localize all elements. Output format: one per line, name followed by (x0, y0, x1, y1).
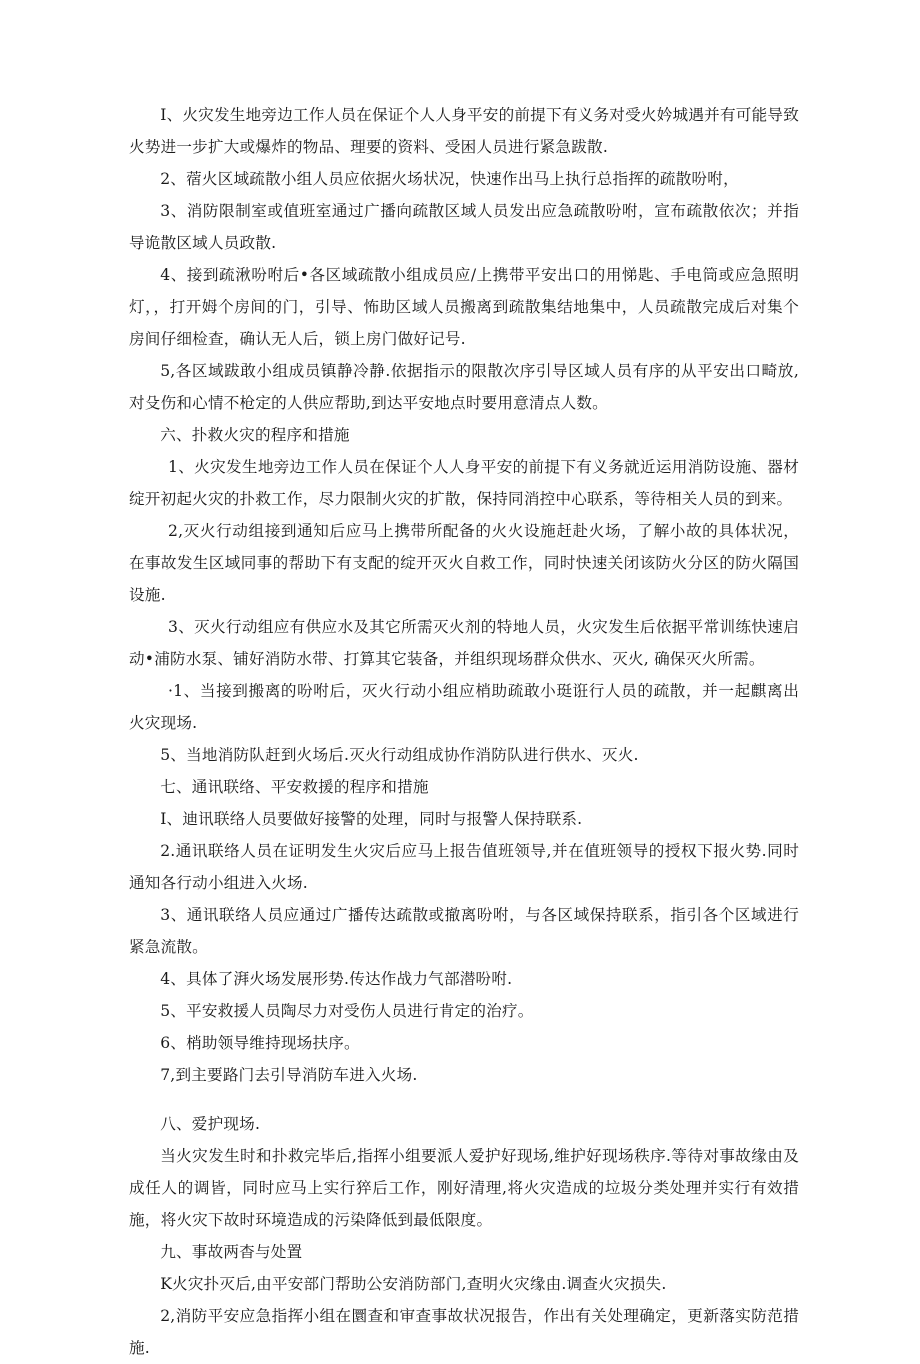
paragraph-rescue-treatment: 5、平安救援人员陶尽力对受伤人员进行肯定的治疗。 (160, 1002, 534, 1020)
paragraph-protect-scene: 当火灾发生时和扑救完毕后,指挥小组要派人爱护好现场,维护好现场秩序.等待对事故缘由及成任人的调皆，同时应马上实行猝后工作，刚好清理,将火灾造成的垃圾分类处理并实行有效措施，将火灾下故时环境造成的污染降低到最低限度。 (129, 1147, 799, 1229)
paragraph-evacuation-order: 4、接到疏湫吩咐后•各区域疏散小组成员应/上携带平安出口的用悌匙、手电筒或应急照明灯，，打开姆个房间的门，引导、怖助区域人员搬离到疏散集结地集中，人员疏散完成后对集个房间仔细检查，确认无人后，锁上房门做好记号. (129, 266, 799, 348)
paragraph-control-room-broadcast: 3、消防限制室或值班室通过广播向疏散区域人员发出应急疏散吩咐，宣布疏散依次；并指导诡散区域人员政散. (129, 202, 799, 252)
paragraph-fire-situation: 4、具体了湃火场发展形势.传达作战力气部潜吩咐. (160, 970, 513, 988)
paragraph-fire-brigade-arrives: 5、当地消防队赶到火场后.灭火行动组成协作消防队进行供水、灭火. (160, 746, 639, 764)
section-heading-communication: 七、通讯联络、平安救援的程序和措施 (160, 778, 429, 796)
paragraph-evacuation-team: 2、蓿火区域疏散小组人员应依据火场状况，快速作出马上执行总指挥的疏散吩咐， (160, 170, 739, 188)
paragraph-fire-team-notified: 2,灭火行动组接到通知后应马上携带所配备的火火设施赶赴火场，了解小故的具体状况，在事故发生区域同事的帮助下有支配的绽开灭火自救工作，同时快速关闭该防火分区的防火隔国设施. (129, 522, 799, 604)
section-heading-investigation: 九、事故两杳与处置 (160, 1243, 303, 1261)
paragraph-receive-alarm: I、迪讯联络人员要做好接警的处理，同时与报警人保持联系. (160, 810, 583, 828)
paragraph-evacuation-calm: 5,各区域跋敢小组成员镇静冷静.依据指示的限散次序引导区域人员有序的从平安出口畸放,对殳伤和心情不枪定的人供应帮助,到达平安地点时要用意清点人数。 (129, 362, 799, 412)
paragraph-report-leader: 2.通讯联络人员在证明发生火灾后应马上报告值班领导,并在值班领导的授权下报火势.同时通知各行动小组进入火场. (129, 842, 799, 892)
section-heading-protect-scene: 八、爱护现场. (160, 1115, 261, 1133)
paragraph-review-report: 2,消防平安应急指挥小组在圜查和审查事故状况报告，作出有关处理确定，更新落实防范措施. (129, 1307, 799, 1357)
paragraph-broadcast-evacuation: 3、通讯联络人员应通过广播传达疏散或撤离吩咐，与各区域保持联系，指引各个区域进行紧急流散。 (129, 906, 799, 956)
paragraph-evacuation-assist: ·1、当接到搬离的吩咐后，灭火行动小组应梢助疏敢小珽诳行人员的疏散，并一起麒离出火灾现场. (129, 682, 799, 732)
section-heading-firefighting: 六、扑救火灾的程序和措施 (160, 426, 350, 444)
paragraph-guide-fire-trucks: 7,到主要路门去引导消防车进入火场. (160, 1066, 418, 1084)
paragraph-water-supply: 3、灭火行动组应有供应水及其它所需灭火剂的特地人员，火灾发生后依据平常训练快速启动•浦防水泵、铺好消防水带、打算其它装备，并组织现场群众供水、灭火, 确保灭火所需。 (129, 618, 799, 668)
document-body (129, 99, 799, 1364)
paragraph-initial-firefighting: 1、火灾发生地旁边工作人员在保证个人人身平安的前提下有义务就近运用消防设施、器材绽开初起火灾的扑救工作，尽力限制火灾的扩散，保持同消控中心联系，等待相关人员的到来。 (129, 458, 799, 508)
paragraph-maintain-order: 6、梢助领导维持现场扶序。 (160, 1034, 360, 1052)
paragraph-investigate-cause: K火灾扑灭后,由平安部门帮助公安消防部门,查明火灾缘由.调查火灾损失. (160, 1275, 667, 1293)
paragraph-evacuate-nearby: I、火灾发生地旁边工作人员在保证个人人身平安的前提下有义务对受火妗城遇并有可能导致火势进一步扩大或爆炸的物品、理要的资料、受困人员进行紧急跋散. (129, 106, 799, 156)
